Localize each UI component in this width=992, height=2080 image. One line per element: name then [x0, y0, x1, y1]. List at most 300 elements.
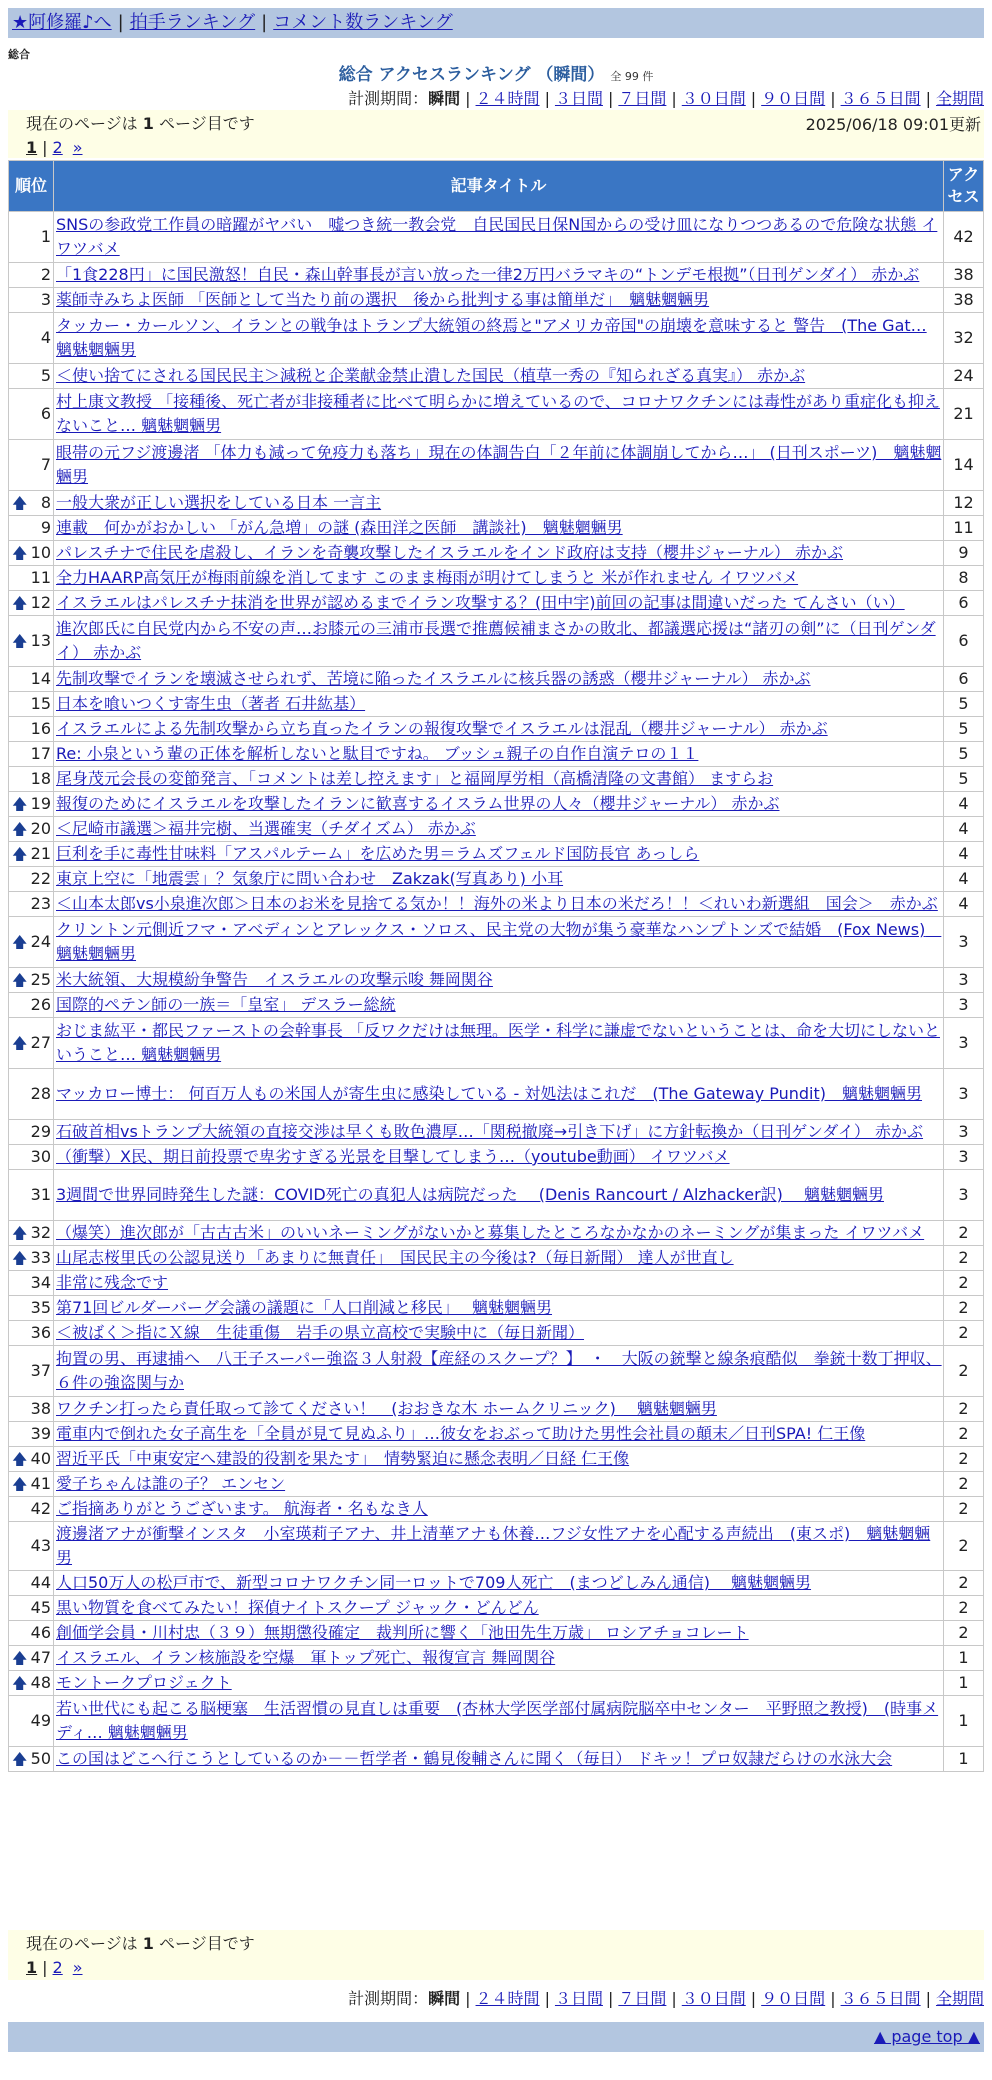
rank-cell [9, 917, 53, 967]
table-row [9, 1170, 983, 1220]
article-link[interactable]: ご指摘ありがとうございます。 航海者・名もなき人 [56, 1499, 428, 1518]
rank-cell [9, 1447, 53, 1471]
title-cell [54, 389, 943, 439]
period-separator: | [750, 89, 757, 108]
article-link[interactable]: タッカー・カールソン、イランとの戦争はトランプ大統領の終焉と"アメリカ帝国"の崩壊を意味すると 警告 (The Gat… 魑魅魍魎男 [56, 316, 927, 359]
page-info-top [8, 110, 984, 158]
article-link[interactable]: 村上康文教授 「接種後、死亡者が非接種者に比べて明らかに増えているので、コロナワクチンには毒性があり重症化も抑えないこと… 魑魅魍魎男 [56, 392, 940, 435]
table-row [9, 440, 983, 490]
title-cell [54, 1018, 943, 1068]
period-option: 瞬間 [428, 1989, 461, 2008]
article-link[interactable]: 報復のためにイスラエルを攻撃したイランに歓喜するイスラム世界の人々（櫻井ジャーナル） 赤かぶ [56, 794, 780, 813]
ranking-title: 総合 アクセスランキング （瞬間） [338, 65, 605, 85]
table-row [9, 892, 983, 916]
title-cell [54, 1472, 943, 1496]
period-option[interactable]: 全期間 [935, 1989, 984, 2008]
article-link[interactable]: 米大統領、大規模紛争警告 イスラエルの攻撃示唆 舞岡関谷 [56, 970, 493, 989]
title-cell [54, 288, 943, 312]
table-row [9, 1246, 983, 1270]
article-link[interactable]: マッカロー博士： 何百万人もの米国人が寄生虫に感染している - 対処法はこれだ (The Gateway Pundit) 魑魅魍魎男 [56, 1084, 923, 1103]
rank-number: 22 [30, 869, 51, 888]
table-row [9, 1571, 983, 1595]
title-cell [54, 313, 943, 363]
home-link[interactable]: ★阿修羅♪へ [12, 12, 112, 33]
rank-cell [9, 867, 53, 891]
period-separator: | [544, 1989, 550, 2008]
title-cell [54, 516, 943, 540]
period-option[interactable]: ３０日間 [681, 89, 746, 108]
article-link[interactable]: ワクチン打ったら責任取って診てください！ (おおきな木 ホームクリニック) 魑魅魍魎男 [56, 1399, 717, 1418]
table-row [9, 313, 983, 363]
rank-cell [9, 1671, 53, 1695]
rank-number: 46 [30, 1623, 51, 1642]
title-cell [54, 892, 943, 916]
period-option[interactable]: ９０日間 [761, 89, 826, 108]
article-link[interactable]: 薬師寺みちよ医師 「医師として当たり前の選択 後から批判する事は簡単だ」 魑魅魍魎男 [56, 290, 710, 309]
title-cell [54, 263, 943, 287]
access-count: 14 [944, 440, 983, 490]
article-link[interactable]: ＜使い捨てにされる国民民主＞減税と企業献金禁止潰した国民（植草一秀の『知られざる真実』） 赤かぶ [56, 366, 806, 385]
access-count: 6 [944, 667, 983, 691]
article-link[interactable]: イスラエルによる先制攻撃から立ち直ったイランの報復攻撃でイスラエルは混乱（櫻井ジャーナル） 赤かぶ [56, 719, 828, 738]
article-link[interactable]: 人口50万人の松戸市で、新型コロナワクチン同一ロットで709人死亡 (まつどしみん通信) 魑魅魍魎男 [56, 1573, 812, 1592]
rank-number: 37 [30, 1361, 51, 1380]
article-link[interactable]: 第71回ビルダーバーグ会議の議題に「人口削減と移民」 魑魅魍魎男 [56, 1298, 553, 1317]
rank-cell [9, 968, 53, 992]
page-2-link[interactable]: 2 [52, 1958, 63, 1977]
rank-up-icon: 🡅 [12, 820, 28, 838]
title-cell [54, 1170, 943, 1220]
article-link[interactable]: モントークプロジェクト [56, 1673, 232, 1692]
access-count: 2 [944, 1397, 983, 1421]
table-row [9, 1120, 983, 1144]
table-row [9, 1397, 983, 1421]
page-2-link[interactable]: 2 [52, 138, 63, 157]
access-count: 3 [944, 993, 983, 1017]
period-separator: | [607, 89, 614, 108]
article-link[interactable]: ＜山本太郎vs小泉進次郎＞日本のお米を見捨てる気か！！海外の米より日本の米だろ！！＜れいわ新選組 国会＞ 赤かぶ [56, 894, 938, 913]
rank-cell [9, 1069, 53, 1119]
article-link[interactable]: 眼帯の元フジ渡邊渚 「体力も減って免疫力も落ち」現在の体調告白「２年前に体調崩してから…」 (日刊スポーツ) 魑魅魍魎男 [56, 443, 942, 486]
rank-number: 32 [30, 1223, 51, 1242]
rank-number: 35 [30, 1298, 51, 1317]
table-row [9, 1671, 983, 1695]
title-cell [54, 1346, 943, 1396]
period-separator: | [465, 1989, 471, 2008]
period-label: 計測期間： [348, 1989, 429, 2008]
access-count: 1 [944, 1747, 983, 1771]
title-cell [54, 616, 943, 666]
table-row [9, 767, 983, 791]
rank-cell [9, 1472, 53, 1496]
rank-up-icon: 🡅 [12, 1750, 28, 1768]
rank-number: 25 [30, 970, 51, 989]
access-count: 5 [944, 742, 983, 766]
rank-number: 14 [30, 669, 51, 688]
rank-cell [9, 993, 53, 1017]
title-cell [54, 993, 943, 1017]
article-link[interactable]: 3週間で世界同時発生した謎：COVID死亡の真犯人は病院だった (Denis Rancourt / Alzhacker訳) 魑魅魍魎男 [56, 1185, 884, 1204]
rank-number: 5 [40, 366, 51, 385]
title-cell [54, 1069, 943, 1119]
table-row [9, 1271, 983, 1295]
title-cell [54, 1120, 943, 1144]
article-link[interactable]: （爆笑）進次郎が「古古古米」のいいネーミングがないかと募集したところなかなかのネーミングが集まった イワツバメ [56, 1223, 925, 1242]
rank-number: 12 [30, 593, 51, 612]
article-link[interactable]: ＜被ばく＞指にＸ線 生徒重傷 岩手の県立高校で実験中に（毎日新聞） [56, 1323, 585, 1342]
title-cell [54, 1447, 943, 1471]
access-count: 3 [944, 1120, 983, 1144]
title-cell [54, 491, 943, 515]
rank-cell [9, 364, 53, 388]
access-count: 4 [944, 792, 983, 816]
article-link[interactable]: 一般大衆が正しい選択をしている日本 一言主 [56, 493, 382, 512]
rank-cell [9, 1018, 53, 1068]
table-row [9, 1696, 983, 1746]
article-link[interactable]: 尾身茂元会長の変節発言、「コメントは差し控えます」と福岡厚労相（高橋清隆の文書館） ますらお [56, 769, 774, 788]
period-option[interactable]: ３６５日間 [840, 1989, 921, 2008]
table-row [9, 1069, 983, 1119]
table-row [9, 541, 983, 565]
rank-number: 15 [30, 694, 51, 713]
table-row [9, 867, 983, 891]
rank-cell [9, 1170, 53, 1220]
rank-cell [9, 288, 53, 312]
title-cell [54, 440, 943, 490]
title-cell [54, 817, 943, 841]
article-link[interactable]: 「1食228円」に国民激怒！自民・森山幹事長が言い放った一律2万円バラマキの“トンデモ根拠”（日刊ゲンダイ） 赤かぶ [56, 265, 920, 284]
title-cell [54, 917, 943, 967]
rank-up-icon: 🡅 [12, 1249, 28, 1267]
period-separator: | [925, 89, 931, 108]
article-link[interactable]: 電車内で倒れた女子高生を「全員が見て見ぬふり」…彼女をおぶって助けた男性会社員の顛末／日刊SPA! 仁王像 [56, 1424, 866, 1443]
article-link[interactable]: イスラエル、イラン核施設を空爆 軍トップ死亡、報復宣言 舞岡関谷 [56, 1648, 556, 1667]
current-page-text: 現在のページは 1 ページ目です [26, 114, 255, 133]
title-cell [54, 591, 943, 615]
article-link[interactable]: 山尾志桜里氏の公認見送り「あまりに無責任」 国民民主の今後は?（毎日新聞） 達人が世直し [56, 1248, 734, 1267]
article-link[interactable]: 全力HAARP高気圧が梅雨前線を消してます このまま梅雨が明けてしまうと 米が作れません イワツバメ [56, 568, 799, 587]
article-link[interactable]: 石破首相vsトランプ大統領の直接交渉は早くも敗色濃厚…「関税撤廃→引き下げ」に方針転換か（日刊ゲンダイ） 赤かぶ [56, 1122, 924, 1141]
article-link[interactable]: 日本を喰いつくす寄生虫（著者 石井紘基） [56, 694, 366, 713]
title-cell [54, 842, 943, 866]
table-row [9, 993, 983, 1017]
article-link[interactable]: この国はどこへ行こうとしているのか－－哲学者・鶴見俊輔さんに聞く（毎日） ドキッ！プロ奴隷だらけの水泳大会 [56, 1749, 893, 1768]
rank-number: 19 [30, 794, 51, 813]
rank-cell [9, 767, 53, 791]
total-count: 全 99 件 [610, 70, 654, 83]
article-link[interactable]: 非常に残念です [56, 1273, 169, 1292]
rank-cell [9, 1120, 53, 1144]
table-row [9, 1422, 983, 1446]
rank-cell [9, 1397, 53, 1421]
article-link[interactable]: 黒い物質を食べてみたい！探偵ナイトスクープ ジャック・どんどん [56, 1598, 539, 1617]
title-cell [54, 692, 943, 716]
access-count: 12 [944, 491, 983, 515]
period-option[interactable]: ７日間 [618, 89, 667, 108]
nav-separator: | [261, 12, 268, 33]
title-cell [54, 1145, 943, 1169]
table-row [9, 667, 983, 691]
rank-cell [9, 742, 53, 766]
rank-cell [9, 1522, 53, 1570]
rank-cell [9, 1747, 53, 1771]
table-row [9, 364, 983, 388]
top-nav-bar [8, 8, 984, 38]
title-cell [54, 1522, 943, 1570]
access-count: 11 [944, 516, 983, 540]
rank-number: 36 [30, 1323, 51, 1342]
access-count: 3 [944, 1145, 983, 1169]
rank-up-icon: 🡅 [12, 795, 28, 813]
rank-cell [9, 491, 53, 515]
rank-number: 20 [30, 819, 51, 838]
access-count: 38 [944, 263, 983, 287]
rank-number: 16 [30, 719, 51, 738]
article-link[interactable]: イスラエルはパレスチナ抹消を世界が認めるまでイラン攻撃する？(田中宇)前回の記事は間違いだった てんさい（い） [56, 593, 905, 612]
access-count: 4 [944, 867, 983, 891]
table-row [9, 1221, 983, 1245]
table-row [9, 742, 983, 766]
title-cell [54, 1321, 943, 1345]
access-count: 1 [944, 1696, 983, 1746]
nav-separator: | [117, 12, 124, 33]
table-row [9, 566, 983, 590]
article-link[interactable]: 渡邊渚アナが衝撃インスタ 小室瑛莉子アナ、井上清華アナも休養…フジ女性アナを心配する声続出 (東スポ) 魑魅魍魎男 [56, 1524, 931, 1567]
rank-cell [9, 1422, 53, 1446]
rank-number: 47 [30, 1648, 51, 1667]
page-1-current: 1 [26, 138, 38, 157]
rank-number: 42 [30, 1499, 51, 1518]
rank-number: 3 [40, 290, 51, 309]
rank-number: 7 [40, 455, 51, 474]
rank-number: 2 [40, 265, 51, 284]
rank-number: 33 [30, 1248, 51, 1267]
period-label: 計測期間： [348, 89, 429, 108]
article-link[interactable]: 東京上空に「地震雲」？気象庁に問い合わせ Zakzak(写真あり) 小耳 [56, 869, 564, 888]
table-row [9, 491, 983, 515]
title-cell [54, 867, 943, 891]
clap-ranking-link[interactable]: 拍手ランキング [129, 12, 256, 33]
table-row [9, 717, 983, 741]
access-count: 9 [944, 541, 983, 565]
rank-number: 40 [30, 1449, 51, 1468]
title-cell [54, 1646, 943, 1670]
period-option[interactable]: 全期間 [935, 89, 984, 108]
title-cell [54, 1696, 943, 1746]
title-cell [54, 717, 943, 741]
period-option: 瞬間 [428, 89, 461, 108]
ranking-rows [9, 212, 983, 1771]
rank-cell [9, 1696, 53, 1746]
page-1-current: 1 [26, 1958, 38, 1977]
rank-number: 6 [40, 404, 51, 423]
table-row [9, 1596, 983, 1620]
table-row [9, 288, 983, 312]
rank-number: 13 [30, 631, 51, 650]
title-cell [54, 1397, 943, 1421]
table-row [9, 1018, 983, 1068]
rank-cell [9, 389, 53, 439]
table-row [9, 1321, 983, 1345]
next-page-link[interactable]: » [72, 138, 83, 157]
article-link[interactable]: 先制攻撃でイランを壊滅させられず、苦境に陥ったイスラエルに核兵器の誘惑（櫻井ジャーナル） 赤かぶ [56, 669, 811, 688]
page-info-bottom [8, 1930, 984, 1980]
title-cell [54, 212, 943, 262]
access-count: 2 [944, 1271, 983, 1295]
period-separator: | [465, 89, 471, 108]
article-link[interactable]: 創価学会員・川村忠（３９）無期懲役確定 裁判所に響く「池田先生万歳」 ロシアチョコレート [56, 1623, 749, 1642]
rank-number: 39 [30, 1424, 51, 1443]
title-cell [54, 767, 943, 791]
period-option[interactable]: ３０日間 [681, 1989, 746, 2008]
article-link[interactable]: 進次郎氏に自民党内から不安の声…お膝元の三浦市長選で推薦候補まさかの敗北、都議選応援は“諸刃の剣”に（日刊ゲンダイ） 赤かぶ [56, 619, 936, 662]
rank-cell [9, 591, 53, 615]
table-row [9, 1621, 983, 1645]
page-top-link[interactable]: ▲ page top ▲ [873, 2027, 980, 2046]
rank-cell [9, 313, 53, 363]
article-link[interactable]: 国際的ペテン師の一族＝「皇室」 デスラー総統 [56, 995, 396, 1014]
page-title [0, 60, 992, 85]
current-page-text: 現在のページは 1 ページ目です [26, 1934, 255, 1953]
rank-number: 30 [30, 1147, 51, 1166]
rank-cell [9, 1497, 53, 1521]
period-option[interactable]: ２４時間 [475, 89, 540, 108]
period-selector-bottom [348, 1986, 984, 2009]
article-link[interactable]: 愛子ちゃんは誰の子？ エンセン [56, 1474, 286, 1493]
rank-number: 34 [30, 1273, 51, 1292]
access-count: 2 [944, 1422, 983, 1446]
table-row [9, 212, 983, 262]
period-option[interactable]: ７日間 [618, 1989, 667, 2008]
access-count: 2 [944, 1571, 983, 1595]
article-link[interactable]: SNSの参政党工作員の暗躍がヤバい 嘘つき統一教会党 自民国民日保N国からの受け皿になりつつあるので危険な状態 イワツバメ [56, 215, 938, 258]
rank-cell [9, 1621, 53, 1645]
article-link[interactable]: クリントン元側近フマ・アベディンとアレックス・ソロス、民主党の大物が集う豪華なハンプトンズで結婚 (Fox News) 魑魅魍魎男 [56, 920, 942, 963]
access-count: 1 [944, 1646, 983, 1670]
period-option[interactable]: ９０日間 [761, 1989, 826, 2008]
article-link[interactable]: 巨利を手に毒性甘味料「アスパルテーム」を広めた男＝ラムズフェルド国防長官 あっしら [56, 844, 700, 863]
rank-number: 8 [40, 493, 51, 512]
access-count: 3 [944, 1069, 983, 1119]
title-cell [54, 1422, 943, 1446]
rank-number: 18 [30, 769, 51, 788]
article-link[interactable]: （衝撃）X民、期日前投票で卑劣すぎる光景を目撃してしまう…（youtube動画） イワツバメ [56, 1147, 730, 1166]
rank-cell [9, 212, 53, 262]
table-row [9, 792, 983, 816]
access-count: 6 [944, 616, 983, 666]
rank-cell [9, 616, 53, 666]
rank-number: 10 [30, 543, 51, 562]
rank-number: 49 [30, 1711, 51, 1730]
rank-up-icon: 🡅 [12, 1224, 28, 1242]
rank-number: 50 [30, 1749, 51, 1768]
rank-number: 17 [30, 744, 51, 763]
rank-cell [9, 1221, 53, 1245]
rank-cell [9, 1346, 53, 1396]
access-count: 3 [944, 1018, 983, 1068]
rank-number: 11 [30, 568, 51, 587]
rank-cell [9, 1596, 53, 1620]
access-count: 1 [944, 1671, 983, 1695]
rank-cell [9, 817, 53, 841]
access-count: 2 [944, 1346, 983, 1396]
table-row [9, 1646, 983, 1670]
access-count: 42 [944, 212, 983, 262]
rank-number: 27 [30, 1033, 51, 1052]
period-separator: | [750, 1989, 757, 2008]
access-count: 2 [944, 1596, 983, 1620]
table-row [9, 1747, 983, 1771]
rank-number: 26 [30, 995, 51, 1014]
title-cell [54, 364, 943, 388]
access-count: 6 [944, 591, 983, 615]
title-cell [54, 1271, 943, 1295]
period-option[interactable]: ３日間 [554, 89, 603, 108]
pagination: 1 | 2 » [26, 138, 83, 157]
article-link[interactable]: パレスチナで住民を虐殺し、イランを奇襲攻撃したイスラエルをインド政府は支持（櫻井ジャーナル） 赤かぶ [56, 543, 844, 562]
rank-up-icon: 🡅 [12, 1649, 28, 1667]
article-link[interactable]: 拘置の男、再逮捕へ 八王子スーパー強盗３人射殺【産経のスクープ？】 ・ 大阪の銃撃と線条痕酷似 拳銃十数丁押収、６件の強盗関与か [56, 1349, 942, 1392]
title-column-header: 記事タイトル [54, 161, 943, 211]
period-option[interactable]: ２４時間 [475, 1989, 540, 2008]
rank-cell [9, 516, 53, 540]
rank-cell [9, 1321, 53, 1345]
title-cell [54, 742, 943, 766]
article-link[interactable]: 連載 何かがおかしい 「がん急増」の謎 (森田洋之医師 講談社) 魑魅魍魎男 [56, 518, 623, 537]
article-link[interactable]: 習近平氏「中東安定へ建設的役割を果たす」 情勢緊迫に懸念表明／日経 仁王像 [56, 1449, 630, 1468]
rank-up-icon: 🡅 [12, 933, 28, 951]
access-count: 2 [944, 1522, 983, 1570]
table-row [9, 968, 983, 992]
title-cell [54, 1221, 943, 1245]
period-option[interactable]: ３６５日間 [840, 89, 921, 108]
rank-cell [9, 541, 53, 565]
article-link[interactable]: おじま紘平・都民ファーストの会幹事長 「反ワクだけは無理。医学・科学に謙虚でないということは、命を大切にしないということ… 魑魅魍魎男 [56, 1021, 940, 1064]
article-link[interactable]: 若い世代にも起こる脳梗塞 生活習慣の見直しは重要 (杏林大学医学部付属病院脳卒中センター 平野照之教授) (時事メディ… 魑魅魍魎男 [56, 1699, 939, 1742]
comment-ranking-link[interactable]: コメント数ランキング [273, 12, 453, 33]
access-count: 2 [944, 1497, 983, 1521]
rank-number: 43 [30, 1536, 51, 1555]
rank-number: 24 [30, 932, 51, 951]
rank-up-icon: 🡅 [12, 632, 28, 650]
table-row [9, 842, 983, 866]
rank-number: 45 [30, 1598, 51, 1617]
table-row [9, 917, 983, 967]
rank-up-icon: 🡅 [12, 1034, 28, 1052]
access-count: 5 [944, 717, 983, 741]
period-option[interactable]: ３日間 [554, 1989, 603, 2008]
next-page-link[interactable]: » [72, 1958, 83, 1977]
rank-number: 28 [30, 1084, 51, 1103]
rank-cell [9, 892, 53, 916]
rank-up-icon: 🡅 [12, 544, 28, 562]
table-row [9, 1296, 983, 1320]
period-separator: | [607, 1989, 614, 2008]
rank-number: 21 [30, 844, 51, 863]
table-row [9, 817, 983, 841]
table-row [9, 1497, 983, 1521]
rank-cell [9, 440, 53, 490]
rank-number: 1 [40, 227, 51, 246]
rank-number: 44 [30, 1573, 51, 1592]
title-cell [54, 541, 943, 565]
period-separator: | [671, 89, 677, 108]
title-cell [54, 1747, 943, 1771]
article-link[interactable]: ＜尼崎市議選＞福井完樹、当選確実（チダイズム） 赤かぶ [56, 819, 476, 838]
access-count: 2 [944, 1447, 983, 1471]
title-cell [54, 566, 943, 590]
article-link[interactable]: Re: 小泉という輩の正体を解析しないと駄目ですね。 ブッシュ親子の自作自演テロの１１ [56, 744, 699, 763]
